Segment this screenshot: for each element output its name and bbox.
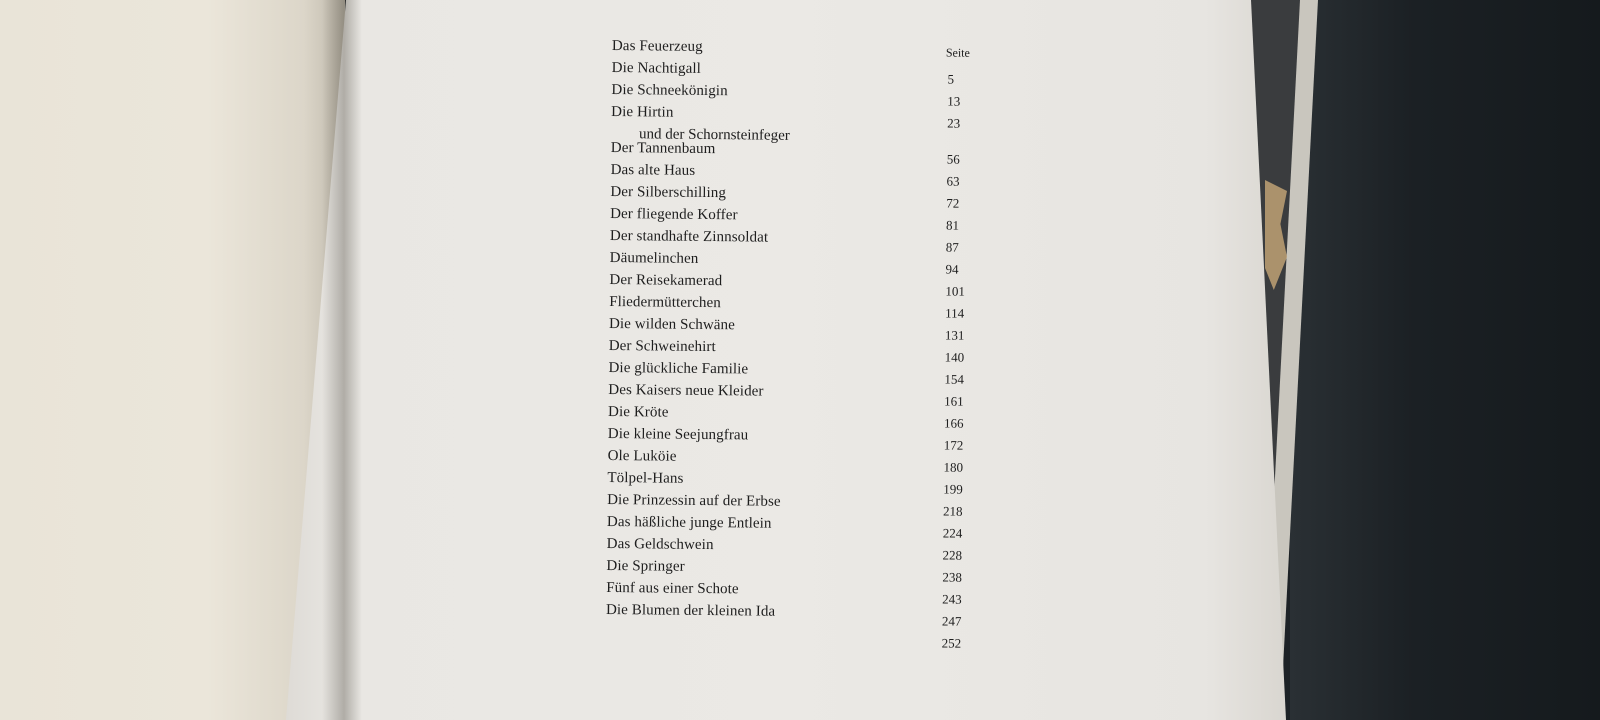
toc-entry-title: Die Springer: [606, 557, 685, 575]
toc-entry-page: 238: [942, 569, 962, 585]
toc-entry-subtitle: und der Schornsteinfeger: [638, 126, 790, 144]
toc-entry-page: 5: [947, 71, 955, 87]
toc-entry-title: Die Blumen der kleinen Ida: [605, 601, 776, 620]
toc-entry-title: Die Nachtigall: [611, 59, 702, 77]
toc-entry-page: 166: [943, 415, 964, 431]
toc-entry-page: 243: [942, 591, 962, 607]
toc-entry-title: Die kleine Seejungfrau: [607, 425, 749, 444]
page-column-label: Seite: [945, 45, 970, 60]
toc-entry-page: 63: [946, 173, 960, 189]
toc-entry-page: 218: [942, 503, 963, 519]
toc-entry-page: 131: [944, 327, 965, 343]
toc-entry-page: 94: [945, 261, 959, 277]
toc-entry-title: Die Schneekönigin: [611, 81, 728, 100]
toc-entry-title: Der fliegende Koffer: [610, 205, 738, 224]
toc-entry-title: Däumelinchen: [609, 249, 699, 267]
toc-entry-page: 161: [944, 393, 964, 409]
toc-entry-title: Die Hirtin: [611, 103, 674, 121]
toc-entry-page: 114: [945, 305, 965, 321]
toc-entry-page: 247: [941, 613, 962, 629]
toc-entry-page: 56: [946, 151, 960, 167]
toc-entry-page: 199: [943, 481, 963, 497]
toc-entry-title: Der Schweinehirt: [608, 337, 716, 356]
toc-entry-page: 23: [947, 115, 961, 131]
toc-entry-page: 72: [946, 195, 960, 211]
toc-entry-page: 228: [942, 547, 963, 563]
toc-entry-title: Das Geldschwein: [606, 535, 714, 554]
toc-entry-page: 81: [945, 217, 960, 233]
toc-entry-title: Der standhafte Zinnsoldat: [609, 227, 769, 246]
toc-entry-page: 252: [941, 635, 962, 651]
toc-entry-page: 87: [945, 239, 959, 255]
toc-entry-title: Fünf aus einer Schote: [606, 579, 739, 598]
toc-entry-page: 154: [944, 371, 965, 387]
toc-entry-title: Der Silberschilling: [610, 183, 727, 202]
toc-entry-title: Die Prinzessin auf der Erbse: [607, 491, 781, 510]
toc-entry-page: 172: [943, 437, 964, 453]
toc-entry-title: Die glückliche Familie: [608, 359, 749, 378]
dark-background: [1290, 0, 1600, 720]
toc-entry-page: 140: [944, 349, 965, 365]
toc-entry: [606, 624, 1026, 650]
toc-entry-page: 180: [943, 459, 964, 475]
toc-entry-title: Das häßliche junge Entlein: [606, 513, 772, 532]
toc-first-title: Das Feuerzeug: [611, 38, 703, 55]
toc-entry-title: Der Reisekamerad: [609, 271, 723, 290]
book-gutter: [322, 0, 362, 720]
toc-entry-title: Ole Luköie: [607, 447, 677, 465]
left-page: [0, 0, 345, 720]
toc-entry-page: 13: [947, 93, 961, 109]
toc-entry-title: Tölpel-Hans: [607, 469, 684, 487]
toc-entry-title: Die wilden Schwäne: [608, 315, 736, 334]
table-of-contents: [606, 38, 1032, 650]
toc-entry-title: Des Kaisers neue Kleider: [608, 381, 764, 400]
toc-entry-page: 101: [945, 283, 965, 299]
toc-entry-title: Der Tannenbaum: [610, 139, 716, 158]
toc-entry-title: Die Kröte: [607, 403, 669, 421]
toc-entry-page: 224: [942, 525, 963, 541]
toc-entry-title: Fliedermütterchen: [609, 293, 721, 312]
toc-entry-title: Das alte Haus: [610, 161, 696, 179]
